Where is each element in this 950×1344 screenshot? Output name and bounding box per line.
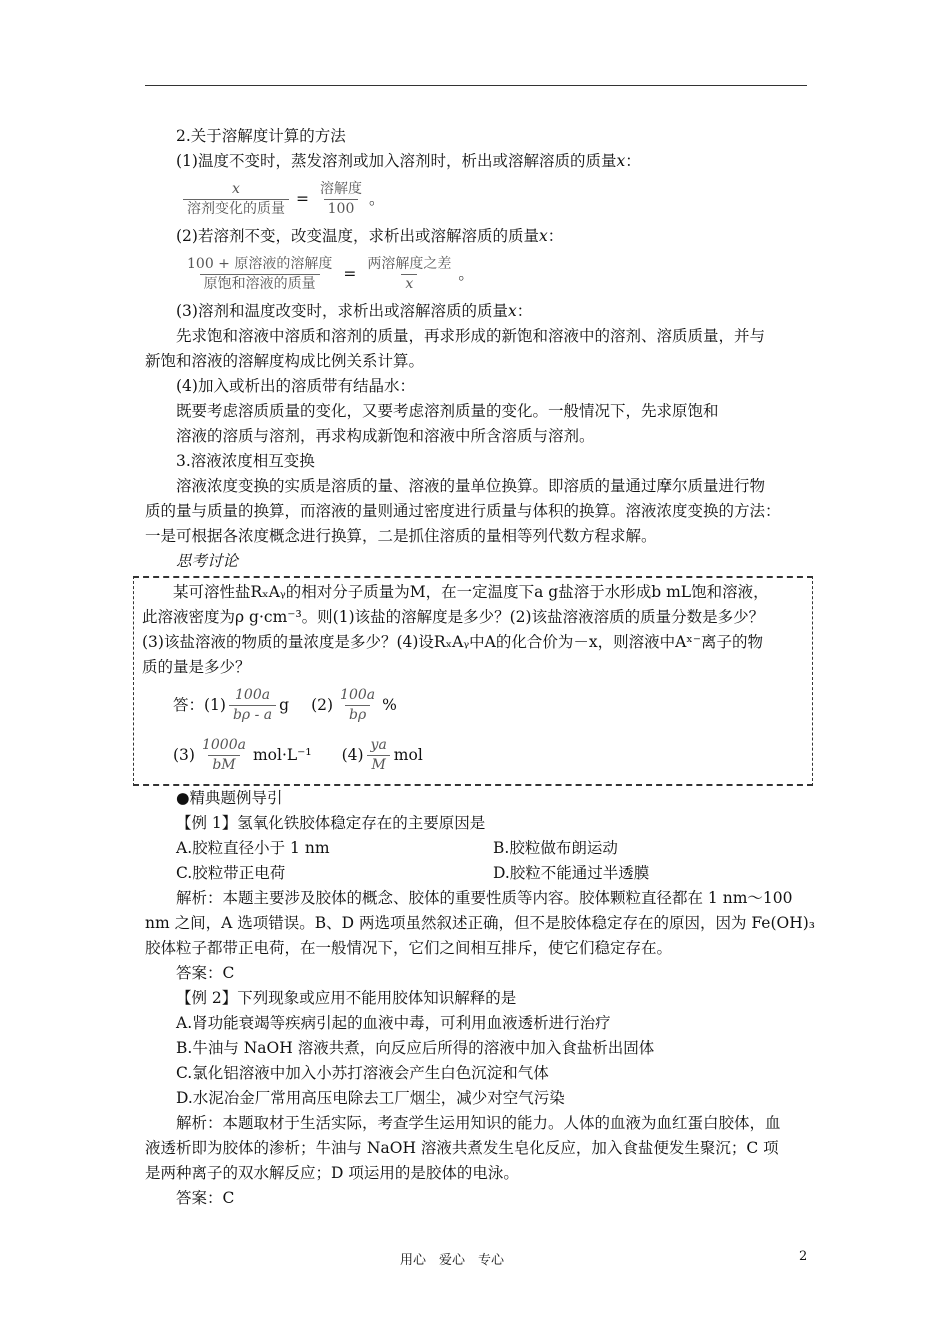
paragraph: 新饱和溶液的溶解度构成比例关系计算。 <box>145 352 425 370</box>
fraction: $\frac{1000a}{bM}$ <box>201 736 246 773</box>
option-d: D.水泥冶金厂常用高压电除去工厂烟尘，减少对空气污染 <box>176 1089 565 1107</box>
main-content <box>142 124 816 1211</box>
analysis: 胶体粒子都带正电荷，在一般情况下，它们之间相互排斥，使它们稳定存在。 <box>145 939 673 957</box>
option-c: C.氯化铝溶液中加入小苏打溶液会产生白色沉淀和气体 <box>176 1064 549 1082</box>
section2-item4: (4)加入或析出的溶质带有结晶水： <box>176 377 415 395</box>
example-1-title: 【例 1】氢氧化铁胶体稳定存在的主要原因是 <box>176 814 486 832</box>
section2-item1: (1)温度不变时，蒸发溶剂或加入溶剂时，析出或溶解溶质的质量x： <box>176 152 641 170</box>
answer: 答案：C <box>176 964 235 982</box>
option-a: A.肾功能衰竭等疾病引起的血液中毒，可利用血液透析进行治疗 <box>176 1014 611 1032</box>
examples-heading: ●精典题例导引 <box>176 789 283 807</box>
fraction: $\frac{x}{\text{溶剂变化的质量}}$ <box>183 180 289 219</box>
section2-item2: (2)若溶剂不变，改变温度，求析出或溶解溶质的质量x： <box>176 227 564 245</box>
think-box <box>133 576 813 786</box>
paragraph: 溶液的溶质与溶剂，再求构成新饱和溶液中所含溶质与溶剂。 <box>176 427 595 445</box>
question-line: 此溶液密度为ρ g·cm⁻³。则(1)该盐的溶解度是多少？(2)该盐溶液溶质的质量分数是多少？ <box>142 608 765 626</box>
analysis: nm 之间，A 选项错误。B、D 两选项虽然叙述正确，但不是胶体稳定存在的原因，因为 Fe(OH)₃ <box>145 914 816 932</box>
paragraph: 既要考虑溶质质量的变化，又要考虑溶剂质量的变化。一般情况下，先求原饱和 <box>176 402 719 420</box>
paragraph: 质的量与质量的换算，而溶液的量则通过密度进行质量与体积的换算。溶液浓度变换的方法： <box>145 502 781 520</box>
paragraph: 溶液浓度变换的实质是溶质的量、溶液的量单位换算。即溶质的量通过摩尔质量进行物 <box>176 477 766 495</box>
example-1-options-cd <box>145 861 810 886</box>
section3-heading: 3.溶液浓度相互变换 <box>176 452 315 470</box>
example-2-title: 【例 2】下列现象或应用不能用胶体知识解释的是 <box>176 989 517 1007</box>
question-line: 质的量是多少？ <box>142 658 251 676</box>
fraction: $\frac{ya}{M}$ <box>367 736 391 775</box>
think-title: 思考讨论 <box>176 552 239 570</box>
answer-row-2: (3) $\frac{1000a}{bM}$ mol·L⁻¹ (4) $\frac{ya}{M}$ mol <box>173 736 423 773</box>
option-c: C.胶粒带正电荷 <box>176 864 286 882</box>
analysis: 解析：本题取材于生活实际，考查学生运用知识的能力。人体的血液为血红蛋白胶体，血 <box>176 1114 781 1132</box>
formula-2: $\frac{\text{100 + 原溶液的溶解度}}{\text{原饱和溶液的质量}}$ = $\frac{\text{两溶解度之差}}{x}$ 。 <box>145 249 810 299</box>
analysis: 液透析即为胶体的渗析；牛油与 NaOH 溶液共煮发生皂化反应，加入食盐便发生聚沉；C 项 <box>145 1139 779 1157</box>
analysis: 是两种离子的双水解反应；D 项运用的是胶体的电泳。 <box>145 1164 519 1182</box>
option-b: B.牛油与 NaOH 溶液共煮，向反应后所得的溶液中加入食盐析出固体 <box>176 1039 655 1057</box>
answer: 答案：C <box>176 1189 235 1207</box>
option-d: D.胶粒不能通过半透膜 <box>493 864 650 882</box>
answer-row-1: 答：(1) $\frac{100a}{b\rho - a}$ g (2) $\frac{100a}{b\rho}$ % <box>173 686 397 723</box>
option-a: A.胶粒直径小于 1 nm <box>176 839 330 857</box>
option-b: B.胶粒做布朗运动 <box>493 839 618 857</box>
fraction: $\frac{\text{溶解度}}{100}$ <box>320 180 362 217</box>
page-number: 2 <box>799 1249 808 1264</box>
fraction: $\frac{100a}{b\rho}$ <box>340 686 376 723</box>
question-line: 某可溶性盐RₓAᵧ的相对分子质量为M，在一定温度下a g盐溶于水形成b mL饱和溶液， <box>173 583 769 601</box>
section2-item3: (3)溶剂和温度改变时，求析出或溶解溶质的质量x： <box>176 302 533 320</box>
example-1-options-ab <box>145 836 810 861</box>
footer-motto: 用心 爱心 专心 <box>400 1253 505 1268</box>
formula-1: $\frac{x}{\text{溶剂变化的质量}}$ = $\frac{\text{溶解度}}{100}$ 。 <box>145 174 810 224</box>
fraction: $\frac{\text{100 + 原溶液的溶解度}}{\text{原饱和溶液的质量}}$ <box>187 255 333 292</box>
fraction: $\frac{\text{两溶解度之差}}{x}$ <box>367 255 452 292</box>
question-line: (3)该盐溶液的物质的量浓度是多少？(4)设RₓAᵧ中A的化合价为－x，则溶液中Aˣ⁻离子的物 <box>142 633 764 651</box>
analysis: 解析：本题主要涉及胶体的概念、胶体的重要性质等内容。胶体颗粒直径都在 1 nm～100 <box>176 889 793 907</box>
fraction: $\frac{100a}{b\rho - a}$ <box>229 686 276 725</box>
section2-heading: 2.关于溶解度计算的方法 <box>176 127 346 145</box>
header-rule <box>145 85 807 86</box>
paragraph: 一是可根据各浓度概念进行换算，二是抓住溶质的量相等列代数方程求解。 <box>145 527 657 545</box>
paragraph: 先求饱和溶液中溶质和溶剂的质量，再求形成的新饱和溶液中的溶剂、溶质质量，并与 <box>176 327 766 345</box>
